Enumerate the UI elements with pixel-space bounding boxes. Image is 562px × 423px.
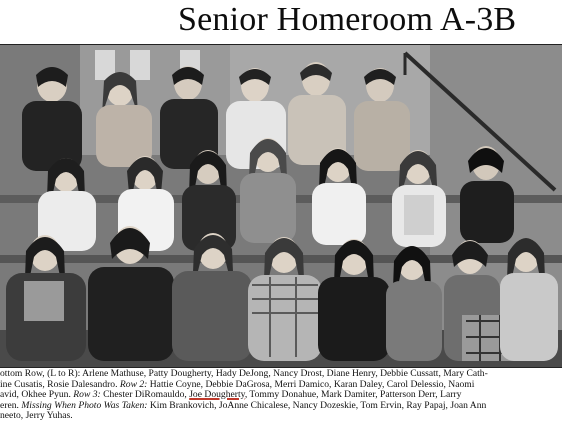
missing-label: Missing When Photo Was Taken: bbox=[21, 399, 148, 411]
caption-text: eren. bbox=[0, 399, 22, 411]
caption-text: avid, Okhee Pyun. bbox=[0, 389, 74, 401]
caption-text: ottom Row, (L to R): Arlene Mathuse, Patty Dougherty, Hady DeJong, Nancy Drost, Diane Henry, Debbie Cussatt, Mary Cath- bbox=[0, 369, 488, 379]
class-photo bbox=[0, 44, 562, 368]
caption-text: Hattie Coyne, Debbie DaGrosa, Merri Damico, Karan Daley, Carol Delessio, Naomi bbox=[147, 378, 475, 390]
highlighted-name: Joe Dougherty bbox=[189, 389, 245, 401]
page-title: Senior Homeroom A-3B bbox=[178, 1, 517, 38]
class-photo-illustration bbox=[0, 45, 562, 367]
caption-text: Chester DiRomauldo, bbox=[100, 389, 190, 401]
caption-text: neeto, Jerry Yuhas. bbox=[0, 410, 73, 422]
caption-text: ine Cusatis, Rosie Dalesandro. bbox=[0, 378, 120, 390]
row-2-label: Row 2: bbox=[119, 378, 148, 390]
caption-line-4 bbox=[0, 401, 560, 412]
caption-text: , Tommy Donahue, Mark Damiter, Patterson Derr, Larry bbox=[244, 389, 462, 401]
caption-text: Kim Brankovich, JoAnne Chicalese, Nancy Dozeskie, Tom Ervin, Ray Papaj, Joan Ann bbox=[147, 399, 487, 411]
row-3-label: Row 3: bbox=[73, 389, 101, 401]
photo-caption bbox=[0, 369, 560, 423]
caption-line-5 bbox=[0, 411, 560, 422]
